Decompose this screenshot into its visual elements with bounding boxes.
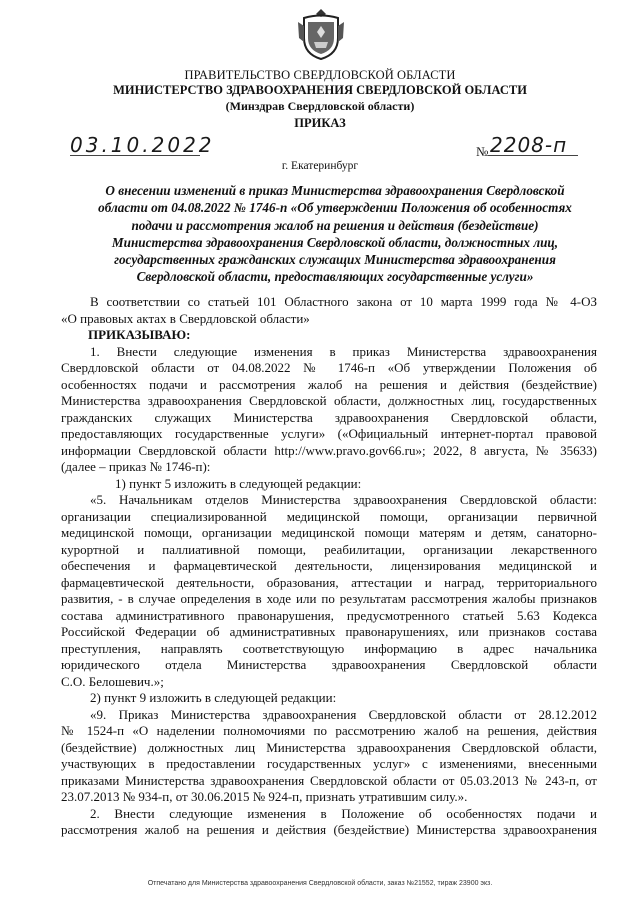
subitem-2-line: (бездействие) должностных лиц Министерства здравоохранения Свердловской области, bbox=[61, 739, 597, 755]
print-footer: Отпечатано для Министерства здравоохранения Свердловской области, заказ №21552, тираж 23900 экз. bbox=[147, 880, 493, 887]
intro-line: В соответствии со статьей 101 Областного закона от 10 марта 1999 года № 4-ОЗ bbox=[90, 294, 597, 309]
intro-paragraph bbox=[61, 294, 597, 327]
subitem-1-line: состава административного правонарушения, предусмотренного статьей 5.63 Кодекса bbox=[61, 607, 597, 623]
intro-line: «О правовых актах в Свердловской области» bbox=[61, 310, 310, 326]
subitem-1-intro: 1) пункт 5 изложить в следующей редакции: bbox=[115, 475, 362, 491]
subitem-1-line: развития, - в случае определения в ходе или по результатам рассмотрения жалобы признаков bbox=[61, 591, 597, 606]
number-sign: № bbox=[476, 144, 489, 159]
subitem-1-line: фармацевтической деятельности, образования, аттестации и наград, территориального bbox=[61, 574, 597, 590]
subitem-2-line: «9. Приказ Министерства здравоохранения Свердловской области от 28.12.2012 bbox=[90, 706, 597, 722]
title-line: подачи и рассмотрения жалоб на решения и действия (бездействие) bbox=[131, 217, 539, 233]
order-date: 03.10.2022 bbox=[70, 133, 215, 157]
subitem-1-line: организации специализированной медицинской помощи, организации первичной bbox=[61, 508, 597, 524]
item-2-line: 2. Внести следующие изменения в Положение об особенностях подачи и bbox=[90, 805, 597, 821]
title-line: О внесении изменений в приказ Министерства здравоохранения Свердловской bbox=[105, 183, 565, 198]
title-line: Министерства здравоохранения Свердловской области, должностных лиц, bbox=[111, 234, 559, 250]
order-title bbox=[70, 182, 600, 286]
ministry-short-name: (Минздрав Свердловской области) bbox=[225, 99, 415, 113]
item-2-line: рассмотрения жалоб на решения и действия (бездействие) Министерства здравоохранения bbox=[61, 822, 597, 837]
ministry-name: МИНИСТЕРСТВО ЗДРАВООХРАНЕНИЯ СВЕРДЛОВСКОЙ ОБЛАСТИ bbox=[113, 83, 527, 97]
number-underline bbox=[488, 155, 578, 156]
order-number: 2208-п bbox=[490, 133, 568, 157]
item-1-line: особенностях подачи и рассмотрения жалоб на решения и действия (бездействие) bbox=[61, 376, 597, 392]
document-type: ПРИКАЗ bbox=[294, 116, 346, 130]
subitem-1-line: обеспечения и фармацевтической деятельности, лицензирования медицинской и bbox=[61, 558, 597, 573]
item-1-line: Министерства здравоохранения Свердловской области, должностных лиц, государственных bbox=[61, 393, 597, 408]
order-word: ПРИКАЗЫВАЮ: bbox=[88, 327, 191, 342]
title-line: Свердловской области, предоставляющих государственные услуги» bbox=[136, 269, 534, 285]
item-1-line: информации Свердловской области http://www.pravo.gov66.ru»; 2022, 8 августа, № 35633) bbox=[61, 442, 597, 458]
subitem-1-line: Российской Федерации об административных правонарушениях, или признаков состава bbox=[61, 624, 597, 639]
subitem-1-line: преступления, направлять соответствующую информацию в адрес начальника bbox=[61, 640, 597, 656]
date-underline bbox=[70, 155, 200, 156]
order-body bbox=[61, 294, 597, 839]
subitem-1-line: С.О. Белошевич.»; bbox=[61, 673, 164, 689]
subitem-1-line: «5. Начальникам отделов Министерства здравоохранения Свердловской области: bbox=[90, 492, 597, 507]
item-1-line: Свердловской области от 04.08.2022 № 1746-п «Об утверждении Положения об bbox=[61, 360, 597, 375]
subitem-2-line: участвующих в предоставлении государственных услуг» с изменениями, внесенными bbox=[61, 756, 597, 771]
subitem-1-line: юридического отдела Министерства здравоохранения Свердловской области bbox=[61, 657, 597, 672]
title-line: государственных гражданских служащих Министерства здравоохранения bbox=[114, 252, 556, 268]
item-1-line: 1. Внести следующие изменения в приказ Министерства здравоохранения bbox=[90, 343, 597, 359]
subitem-2-line: 23.07.2013 № 934-п, от 30.06.2015 № 924-п, признать утратившим силу.». bbox=[61, 789, 468, 804]
coat-of-arms-emblem bbox=[296, 8, 346, 60]
subitem-1-line: курортной и паллиативной помощи, реабилитации, организации лекарственного bbox=[61, 541, 597, 557]
item-1-line: гражданских служащих Министерства здравоохранения Свердловской области, bbox=[61, 409, 597, 425]
title-line: области от 04.08.2022 № 1746-п «Об утверждении Положения об особенностях bbox=[98, 200, 572, 216]
subitem-2-line: № 1524-п «О наделении полномочиями по рассмотрению жалоб на решения, действия bbox=[61, 723, 597, 738]
subitem-1-line: медицинской помощи, организации медицинской помощи матерям и детям, санаторно- bbox=[61, 525, 597, 540]
city: г. Екатеринбург bbox=[281, 160, 359, 172]
government-name: ПРАВИТЕЛЬСТВО СВЕРДЛОВСКОЙ ОБЛАСТИ bbox=[184, 68, 456, 82]
subitem-2-intro: 2) пункт 9 изложить в следующей редакции: bbox=[90, 690, 337, 705]
item-1-line: предоставляющих государственные услуги» («Официальный интернет-портал правовой bbox=[61, 426, 597, 441]
item-1-line: (далее – приказ № 1746-п): bbox=[61, 459, 211, 474]
subitem-2-line: приказами Министерства здравоохранения Свердловской области от 05.03.2013 № 243-п, от bbox=[61, 772, 597, 788]
item-1 bbox=[61, 344, 597, 839]
